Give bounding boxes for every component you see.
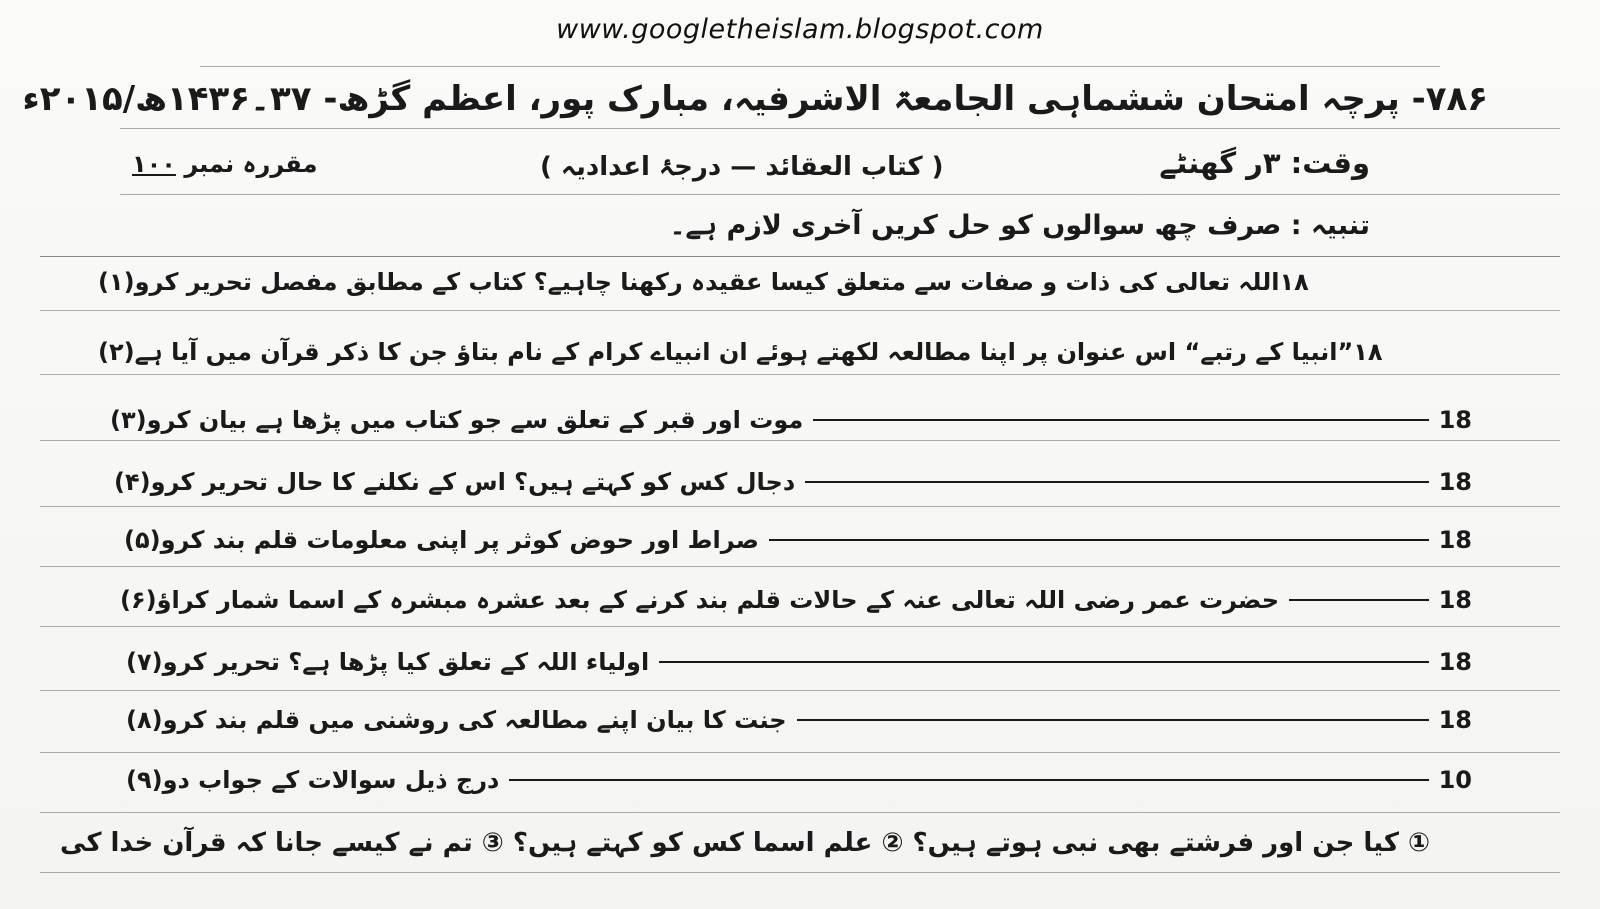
answer-line <box>797 719 1429 721</box>
question-number: (۲) <box>98 338 135 366</box>
ruled-line <box>40 256 1560 257</box>
answer-line <box>805 481 1428 483</box>
book-name: ( کتاب العقائد — درجۂ اعدادیہ ) <box>540 152 944 182</box>
question-marks: 18 <box>1438 526 1472 554</box>
answer-line <box>659 661 1428 663</box>
ruled-line <box>40 872 1560 873</box>
question-marks: 18 <box>1438 406 1472 434</box>
question-number: (۳) <box>110 406 147 434</box>
question-text: صراط اور حوض کوثر پر اپنی معلومات قلم بند کرو <box>160 526 759 554</box>
question-marks: 18 <box>1438 706 1472 734</box>
question-9 <box>112 756 1472 804</box>
ruled-line <box>40 626 1560 627</box>
question-5 <box>110 516 1472 564</box>
question-number: (۵) <box>124 526 161 554</box>
question-text: حضرت عمر رضی اللہ تعالی عنہ کے حالات قلم بند کرنے کے بعد عشرہ مبشرہ کے اسما شمار کراؤ <box>156 586 1280 614</box>
instruction-note: تنبیہ : صرف چھ سوالوں کو حل کریں آخری لازم ہے۔ <box>669 210 1370 241</box>
question-text: دجال کس کو کہتے ہیں؟ اس کے نکلنے کا حال تحریر کرو <box>150 468 796 496</box>
ruled-line <box>40 812 1560 813</box>
ruled-line <box>40 690 1560 691</box>
answer-line <box>1289 599 1429 601</box>
question-number: (۶) <box>120 586 157 614</box>
exam-time: وقت: ۳ر گھنٹے <box>1159 146 1370 180</box>
question-text: جنت کا بیان اپنے مطالعہ کی روشنی میں قلم بند کرو <box>162 706 787 734</box>
question-text: درج ذیل سوالات کے جواب دو <box>162 766 500 794</box>
ruled-line <box>120 128 1560 129</box>
question-7 <box>112 638 1472 686</box>
marks-label: مقررہ نمبر <box>184 150 318 178</box>
answer-line <box>769 539 1429 541</box>
question-number: (۸) <box>126 706 163 734</box>
question-text: اولیاء اللہ کے تعلق کیا پڑھا ہے؟ تحریر کرو <box>162 648 650 676</box>
question-number: (۴) <box>114 468 151 496</box>
ruled-line <box>200 66 1440 67</box>
question-marks: 18 <box>1438 468 1472 496</box>
question-text: موت اور قبر کے تعلق سے جو کتاب میں پڑھا ہے بیان کرو <box>146 406 804 434</box>
question-8 <box>112 696 1472 744</box>
question-marks: ۱۸ <box>1279 268 1309 296</box>
question-1 <box>84 258 1472 306</box>
question-text: ”انبیا کے رتبے“ اس عنوان پر اپنا مطالعہ لکھتے ہوئے ان انبیاے کرام کے نام بتاؤ جن کا ذکر قرآن میں آیا ہے <box>134 338 1354 366</box>
total-marks <box>132 150 317 178</box>
question-2 <box>84 328 1472 376</box>
question-6 <box>106 576 1472 624</box>
question-marks: 10 <box>1438 766 1472 794</box>
answer-line <box>509 779 1428 781</box>
ruled-line <box>120 194 1560 195</box>
question-number: (۷) <box>126 648 163 676</box>
exam-title: ۷۸۶- پرچہ امتحان ششماہی الجامعۃ الاشرفیہ، مبارک پور، اعظم گڑھ- ۳۷۔۱۴۳۶ھ/۲۰۱۵ء <box>22 79 1488 119</box>
question-text: اللہ تعالی کی ذات و صفات سے متعلق کیسا عقیدہ رکھنا چاہیے؟ کتاب کے مطابق مفصل تحریر کرو <box>134 268 1280 296</box>
question-marks: 18 <box>1438 648 1472 676</box>
answer-line <box>813 419 1428 421</box>
ruled-line <box>40 310 1560 311</box>
marks-value: ۱۰۰ <box>132 150 176 178</box>
ruled-line <box>40 752 1560 753</box>
question-number: (۹) <box>126 766 163 794</box>
question-4 <box>100 458 1472 506</box>
watermark-url: www.googletheislam.blogspot.com <box>556 14 1044 45</box>
ruled-line <box>40 506 1560 507</box>
question-3 <box>96 396 1472 444</box>
question-number: (۱) <box>98 268 135 296</box>
question-marks: ۱۸ <box>1353 338 1383 366</box>
ruled-line <box>40 566 1560 567</box>
sub-questions: ① کیا جن اور فرشتے بھی نبی ہوتے ہیں؟ ② علم اسما کس کو کہتے ہیں؟ ③ تم نے کیسے جانا کہ قرآن خدا کی <box>60 828 1430 858</box>
question-marks: 18 <box>1438 586 1472 614</box>
